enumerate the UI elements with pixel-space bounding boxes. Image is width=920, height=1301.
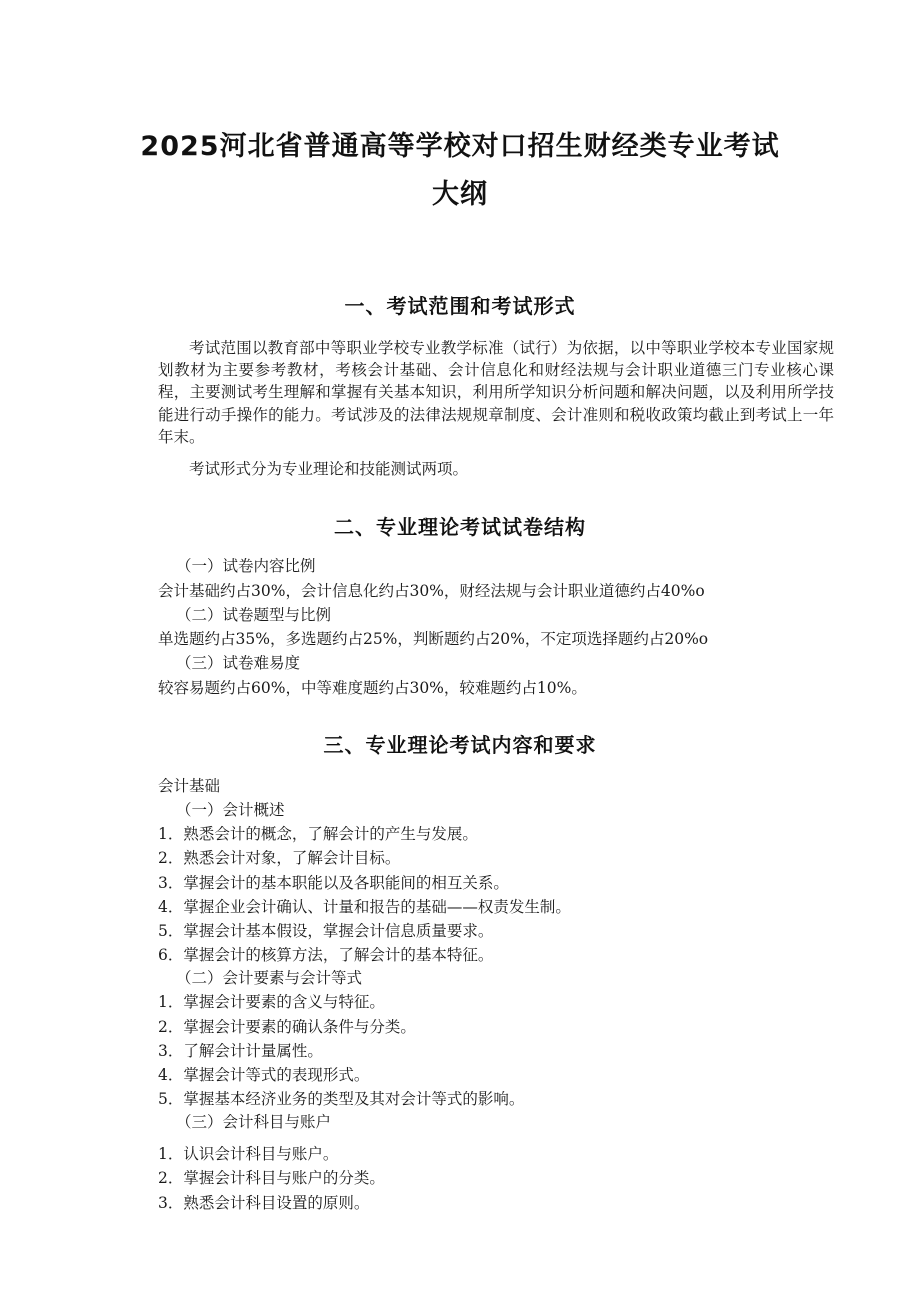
subheading-question-types: （二）试卷题型与比例 xyxy=(176,606,332,624)
question-types-text: 单选题约占35%，多选题约占25%，判断题约占20%，不定项选择题约占20%o xyxy=(158,630,709,648)
list-item: 5．掌握基本经济业务的类型及其对会计等式的影响。 xyxy=(158,1090,525,1108)
section-heading-scope: 一、考试范围和考试形式 xyxy=(344,294,576,318)
group-title-accounting-overview: （一）会计概述 xyxy=(176,801,285,819)
list-item: 3．熟悉会计科目设置的原则。 xyxy=(158,1194,370,1212)
list-item: 2．掌握会计要素的确认条件与分类。 xyxy=(158,1018,416,1036)
difficulty-text: 较容易题约占60%，中等难度题约占30%，较难题约占10%。 xyxy=(158,679,587,697)
section-heading-paper-structure: 二、专业理论考试试卷结构 xyxy=(334,515,586,539)
list-item: 3．了解会计计量属性。 xyxy=(158,1042,323,1060)
subheading-content-ratio: （一）试卷内容比例 xyxy=(176,557,316,575)
subject-accounting-basics: 会计基础 xyxy=(158,777,221,795)
list-item: 5．掌握会计基本假设，掌握会计信息质量要求。 xyxy=(158,922,494,940)
group-title-elements-equation: （二）会计要素与会计等式 xyxy=(176,969,363,987)
list-item: 1．认识会计科目与账户。 xyxy=(158,1145,339,1163)
paragraph-exam-format: 考试形式分为专业理论和技能测试两项。 xyxy=(189,460,469,478)
document-title-line-1: 2025河北省普通高等学校对口招生财经类专业考试 xyxy=(140,131,780,162)
list-item: 1．掌握会计要素的含义与特征。 xyxy=(158,993,385,1011)
paragraph-exam-scope: 考试范围以教育部中等职业学校专业教学标准（试行）为依据，以中等职业学校本专业国家规划教材为主要参考教材，考核会计基础、会计信息化和财经法规与会计职业道德三门专业核心课程，主要测试考生理解和掌握有关基本知识，利用所学知识分析问题和解决问题，以及利用所学技能进行动手操作的能力。考试涉及的法律法规规章制度、会计准则和税收政策均截止到考试上一年年末。 xyxy=(158,339,834,446)
list-item: 1．熟悉会计的概念，了解会计的产生与发展。 xyxy=(158,825,478,843)
list-item: 4．掌握企业会计确认、计量和报告的基础——权责发生制。 xyxy=(158,898,571,916)
list-item: 6．掌握会计的核算方法，了解会计的基本特征。 xyxy=(158,946,494,964)
subheading-difficulty: （三）试卷难易度 xyxy=(176,654,301,672)
document-title-line-2: 大纲 xyxy=(432,179,488,210)
content-ratio-text: 会计基础约占30%，会计信息化约占30%，财经法规与会计职业道德约占40%o xyxy=(158,582,705,600)
section-heading-content-requirements: 三、专业理论考试内容和要求 xyxy=(323,733,597,757)
group-title-accounts: （三）会计科目与账户 xyxy=(176,1113,332,1131)
list-item: 2．掌握会计科目与账户的分类。 xyxy=(158,1169,385,1187)
list-item: 4．掌握会计等式的表现形式。 xyxy=(158,1066,370,1084)
list-item: 3．掌握会计的基本职能以及各职能间的相互关系。 xyxy=(158,874,509,892)
list-item: 2．熟悉会计对象，了解会计目标。 xyxy=(158,849,401,867)
